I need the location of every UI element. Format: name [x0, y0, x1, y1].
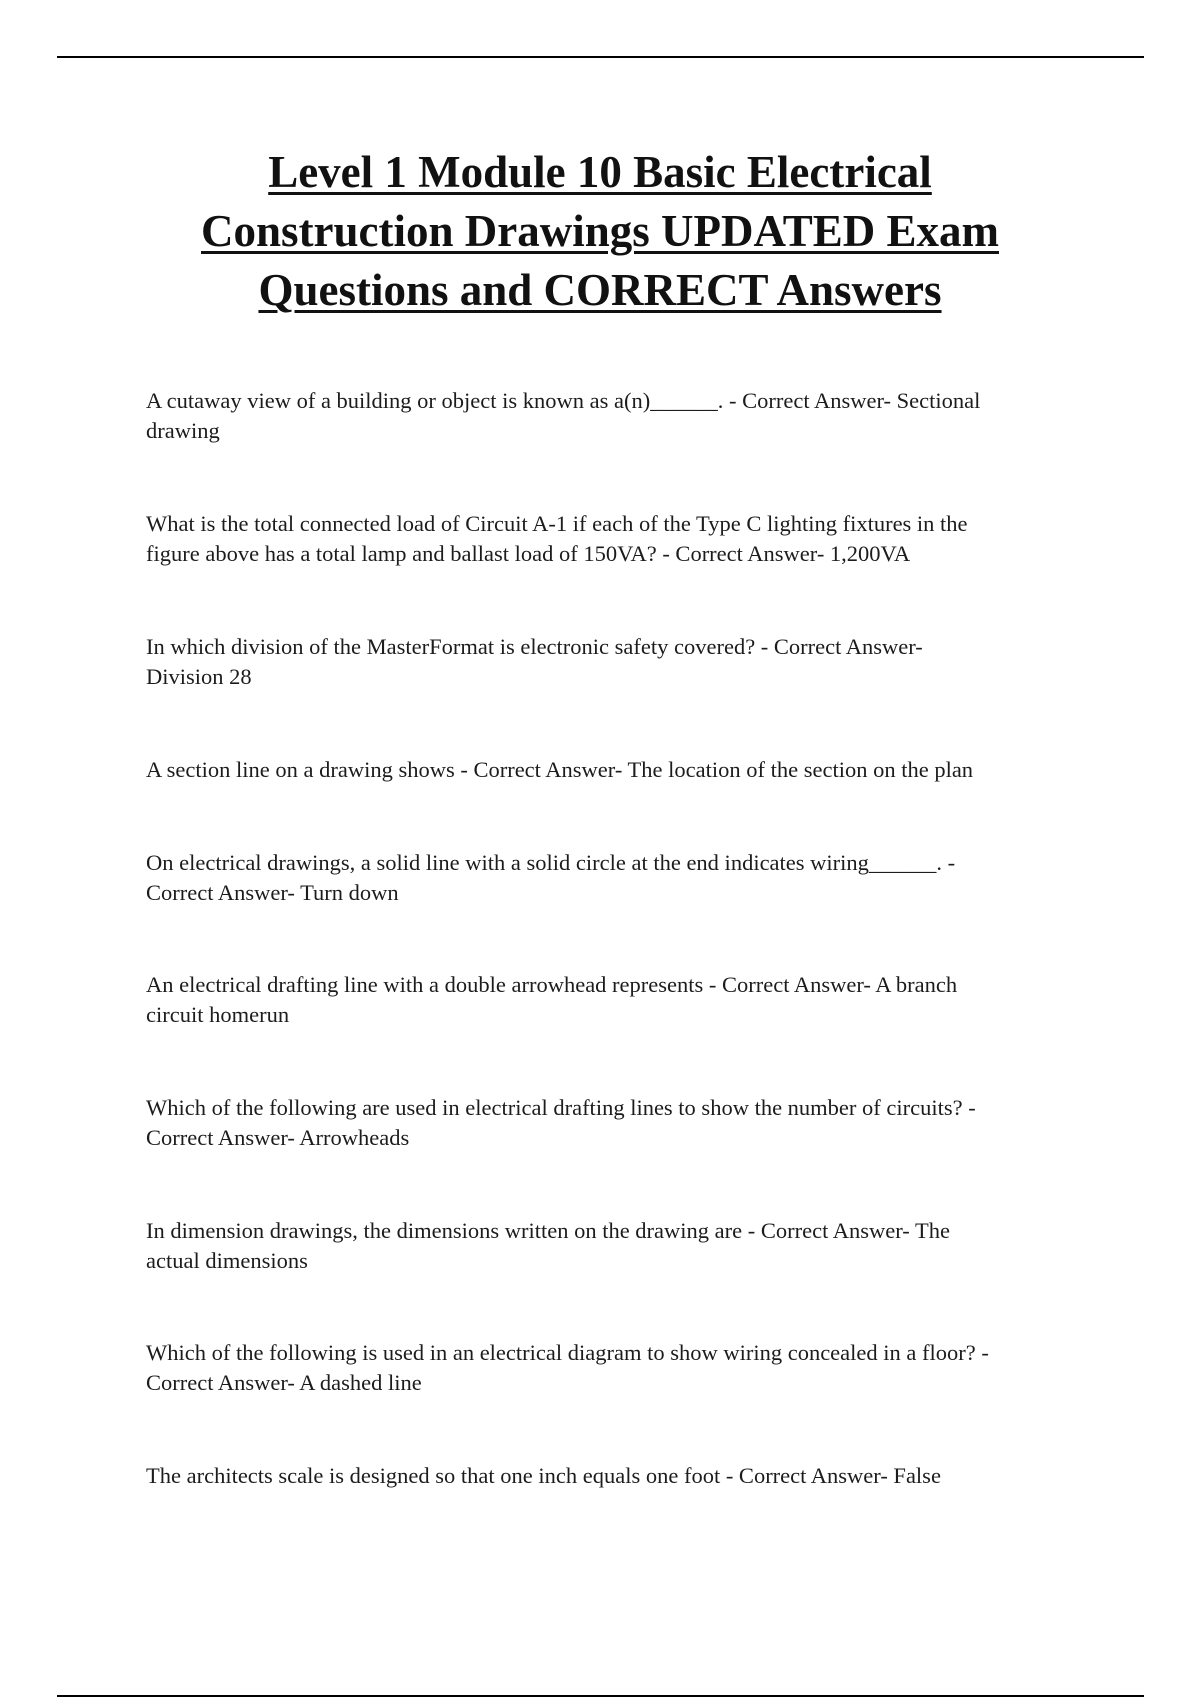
qa-item: In dimension drawings, the dimensions written on the drawing are - Correct Answer- The actual dimensions — [146, 1218, 950, 1273]
qa-item: In which division of the MasterFormat is electronic safety covered? - Correct Answer- Division 28 — [146, 634, 923, 689]
top-rule — [57, 56, 1144, 58]
title-line: Construction Drawings UPDATED Exam — [201, 206, 999, 256]
title-line: Level 1 Module 10 Basic Electrical — [268, 147, 932, 197]
qa-item: Which of the following are used in electrical drafting lines to show the number of circuits? - Correct Answer- Arrowheads — [146, 1095, 976, 1150]
qa-item: On electrical drawings, a solid line with a solid circle at the end indicates wiring______. - Correct Answer- Turn down — [146, 850, 956, 905]
qa-item: The architects scale is designed so that one inch equals one foot - Correct Answer- False — [146, 1463, 941, 1488]
bottom-rule — [57, 1695, 1144, 1697]
document-title — [80, 143, 1120, 320]
qa-item: A section line on a drawing shows - Correct Answer- The location of the section on the plan — [146, 757, 974, 782]
title-line: Questions and CORRECT Answers — [258, 265, 942, 315]
qa-item: Which of the following is used in an electrical diagram to show wiring concealed in a floor? - Correct Answer- A dashed line — [146, 1340, 989, 1395]
qa-item: A cutaway view of a building or object is known as a(n)______. - Correct Answer- Sectional drawing — [146, 388, 981, 443]
qa-item: An electrical drafting line with a double arrowhead represents - Correct Answer- A branch circuit homerun — [146, 972, 958, 1027]
qa-item: What is the total connected load of Circuit A-1 if each of the Type C lighting fixtures in the figure above has a total lamp and ballast load of 150VA? - Correct Answer- 1,200VA — [146, 511, 968, 566]
